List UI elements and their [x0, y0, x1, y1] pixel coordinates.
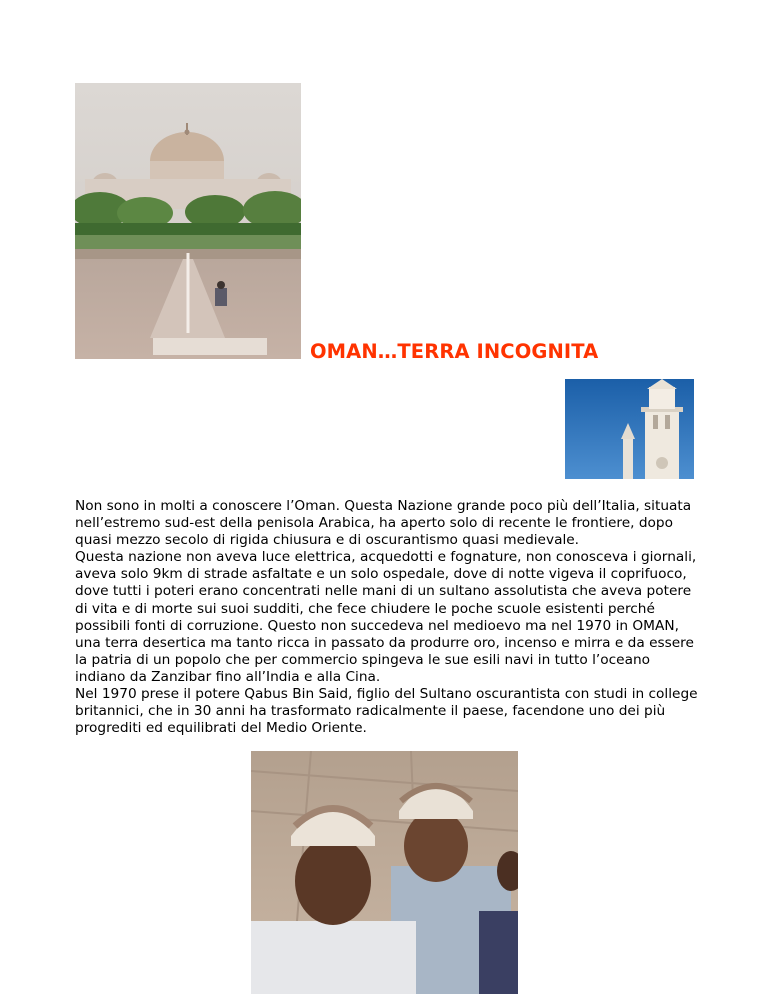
paragraph-line: aveva solo 9km di strade asfaltate e un solo ospedale, dove di notte vigeva il coprifuoco, — [75, 566, 687, 583]
children-photo — [251, 751, 518, 994]
paragraph-line: dove tutti i poteri erano concentrati nelle mani di un sultano assolutista che aveva potere — [75, 583, 692, 600]
mosque-photo — [75, 83, 301, 359]
paragraph-line: progrediti ed equilibrati del Medio Oriente. — [75, 720, 367, 737]
paragraph-line: Non sono in molti a conoscere l’Oman. Questa Nazione grande poco più dell’Italia, situata — [75, 498, 692, 514]
paragraph-line: la patria di un popolo che per commercio spingeva le sue esili navi in tutto l’oceano — [75, 651, 651, 668]
paragraph-line: di vita e di morte sui suoi sudditi, che fece chiudere le poche scuole esistenti perché — [75, 600, 655, 617]
paragraph-line: nell’estremo sud-est della penisola Arabica, ha aperto solo di recente le frontiere, dopo — [75, 515, 673, 532]
paragraph-line: Nel 1970 prese il potere Qabus Bin Said, figlio del Sultano oscurantista con studi in college — [75, 686, 698, 703]
paragraph-line: quasi mezzo secolo di rigida chiusura e di oscurantismo quasi medievale. — [75, 532, 580, 549]
paragraph-line: britannici, che in 30 anni ha trasformato radicalmente il paese, facendone uno dei più — [75, 703, 666, 720]
paragraph-line: possibili fonti di corruzione. Questo non succedeva nel medioevo ma nel 1970 in OMAN, — [75, 617, 679, 634]
article-body — [75, 498, 715, 737]
minaret-photo — [565, 379, 694, 479]
paragraph-line: indiano da Zanzibar fino all’India e alla Cina. — [75, 668, 381, 685]
paragraph-line: una terra desertica ma tanto ricca in passato da produrre oro, incenso e mirra e da essere — [75, 634, 694, 651]
page-title: OMAN…TERRA INCOGNITA — [310, 340, 599, 363]
paragraph-line: Questa nazione non aveva luce elettrica, acquedotti e fognature, non conosceva i giornali, — [75, 549, 697, 566]
